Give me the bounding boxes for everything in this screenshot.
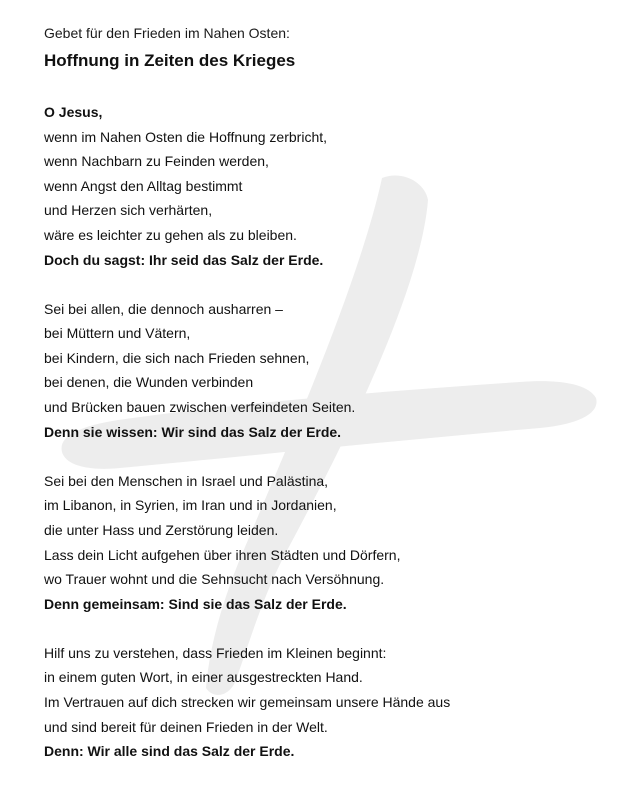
stanza-line: wenn Nachbarn zu Feinden werden, — [44, 153, 269, 170]
stanza-line: die unter Hass und Zerstörung leiden. — [44, 521, 279, 538]
stanza-line: O Jesus, — [44, 104, 103, 120]
stanza-3 — [44, 469, 639, 617]
stanza-line: wo Trauer wohnt und die Sehnsucht nach Versöhnung. — [44, 571, 385, 588]
stanza-4 — [44, 641, 639, 764]
stanza-line: Denn: Wir alle sind das Salz der Erde. — [44, 743, 295, 760]
stanza-2 — [44, 297, 639, 445]
stanza-line: bei Kindern, die sich nach Frieden sehnen, — [44, 349, 310, 366]
stanza-line: bei denen, die Wunden verbinden — [44, 374, 254, 391]
stanza-line: Sei bei den Menschen in Israel und Palästina, — [44, 472, 329, 489]
stanza-line: wenn im Nahen Osten die Hoffnung zerbricht, — [44, 128, 328, 145]
stanza-line: Sei bei allen, die dennoch ausharren – — [44, 300, 283, 317]
stanza-line: Im Vertrauen auf dich strecken wir gemeinsam unsere Hände aus — [44, 693, 451, 710]
stanza-line: Denn gemeinsam: Sind sie das Salz der Erde. — [44, 595, 347, 612]
prayer-stanzas — [44, 100, 639, 764]
stanza-line: und sind bereit für deinen Frieden in der Welt. — [44, 718, 328, 735]
stanza-line: in einem guten Wort, in einer ausgestreckten Hand. — [44, 669, 363, 686]
document-title: Hoffnung in Zeiten des Krieges — [44, 51, 296, 70]
stanza-line: Lass dein Licht aufgehen über ihren Städten und Dörfern, — [44, 546, 401, 563]
stanza-line: im Libanon, in Syrien, im Iran und in Jordanien, — [44, 497, 337, 514]
stanza-1 — [44, 100, 639, 272]
stanza-line: und Herzen sich verhärten, — [44, 202, 213, 219]
stanza-line: wenn Angst den Alltag bestimmt — [44, 177, 243, 194]
stanza-line: Denn sie wissen: Wir sind das Salz der Erde. — [44, 423, 342, 440]
stanza-line: Hilf uns zu verstehen, dass Frieden im Kleinen beginnt: — [44, 644, 387, 661]
stanza-line: bei Müttern und Vätern, — [44, 325, 191, 342]
stanza-line: Doch du sagst: Ihr seid das Salz der Erde. — [44, 251, 324, 268]
document-subtitle: Gebet für den Frieden im Nahen Osten: — [44, 25, 290, 41]
stanza-line: wäre es leichter zu gehen als zu bleiben. — [44, 226, 297, 243]
stanza-line: und Brücken bauen zwischen verfeindeten Seiten. — [44, 399, 356, 416]
